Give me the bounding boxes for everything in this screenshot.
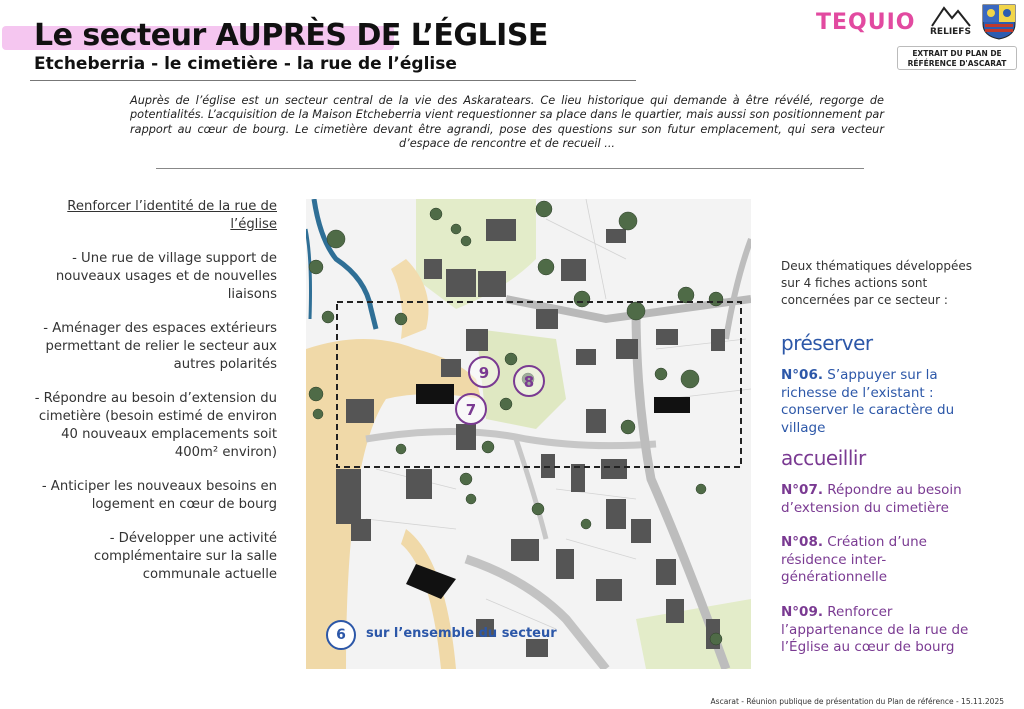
page-subtitle: Etcheberria - le cimetière - la rue de l’église [34,54,457,74]
page-title: Le secteur AUPRÈS DE L’ÉGLISE [34,18,548,53]
svg-text:8: 8 [523,373,535,391]
reliefs-logo: RELIEFS [930,27,971,37]
tequio-logo: TEQUIO [816,10,916,35]
left-heading: Renforcer l’identité de la rue de l’église [67,199,277,232]
action-08: N°08. Création d’une résidence inter-générationnelle [781,534,927,585]
objective-item: - Anticiper les nouveaux besoins en logement en cœur de bourg [41,479,277,512]
objective-item-continued: 400m² environ) [174,445,277,460]
objective-item: - Développer une activité complémentaire sur la salle communale actuelle [93,531,277,582]
sector-map [306,199,751,669]
theme-accueillir: accueillir [781,446,866,470]
title-divider [30,80,636,81]
action-07: N°07. Répondre au besoin d’extension du cimetière [781,482,962,516]
objective-item: - Aménager des espaces extérieurs permettant de relier le secteur aux autres polarités [43,321,277,372]
map-marker-8 [514,366,544,396]
footer: Ascarat - Réunion publique de présentation du Plan de référence - 15.11.2025 [710,697,1004,706]
sector-badge-label: sur l’ensemble du secteur [366,626,557,641]
objective-item: - Répondre au besoin d’extension du cimetière (besoin estimé de environ 40 nouveaux emplacements soit [34,391,277,442]
svg-text:9: 9 [478,364,490,382]
map-marker-7 [456,394,486,424]
svg-text:7: 7 [465,401,477,419]
map-marker-9 [469,357,499,387]
sector-badge-number: 6 [326,620,356,650]
coat-of-arms-icon [980,2,1018,40]
objective-item: - Une rue de village support de nouveaux usages et de nouvelles liaisons [55,251,277,302]
action-09: N°09. Renforcer l’appartenance de la rue de l’Église au cœur de bourg [781,604,969,655]
intro-divider [156,168,864,169]
theme-preserver: préserver [781,331,873,355]
action-06: N°06. S’appuyer sur la richesse de l’existant : conserver le caractère du village [781,367,955,436]
extract-label: EXTRAIT DU PLAN DE RÉFÉRENCE D'ASCARAT [897,46,1017,70]
left-objectives-list [30,250,277,600]
themes-intro: Deux thématiques développées sur 4 fiches actions sont concernées par ce secteur : [781,259,973,307]
intro-paragraph: Auprès de l’église est un secteur central de la vie des Askaratears. Ce lieu historique qui demande à être révélé, regorge de potentialités. L’acquisition de la Maison Etcheberria vient requestionner sa place dans le quartier, mais aussi son positionnement par rapport au cœur de bourg. Le cimetière devant être agrandi, pose des questions sur son futur emplacement, qui sera vecteur d’espace de rencontre et de recueil ... [130,94,884,151]
